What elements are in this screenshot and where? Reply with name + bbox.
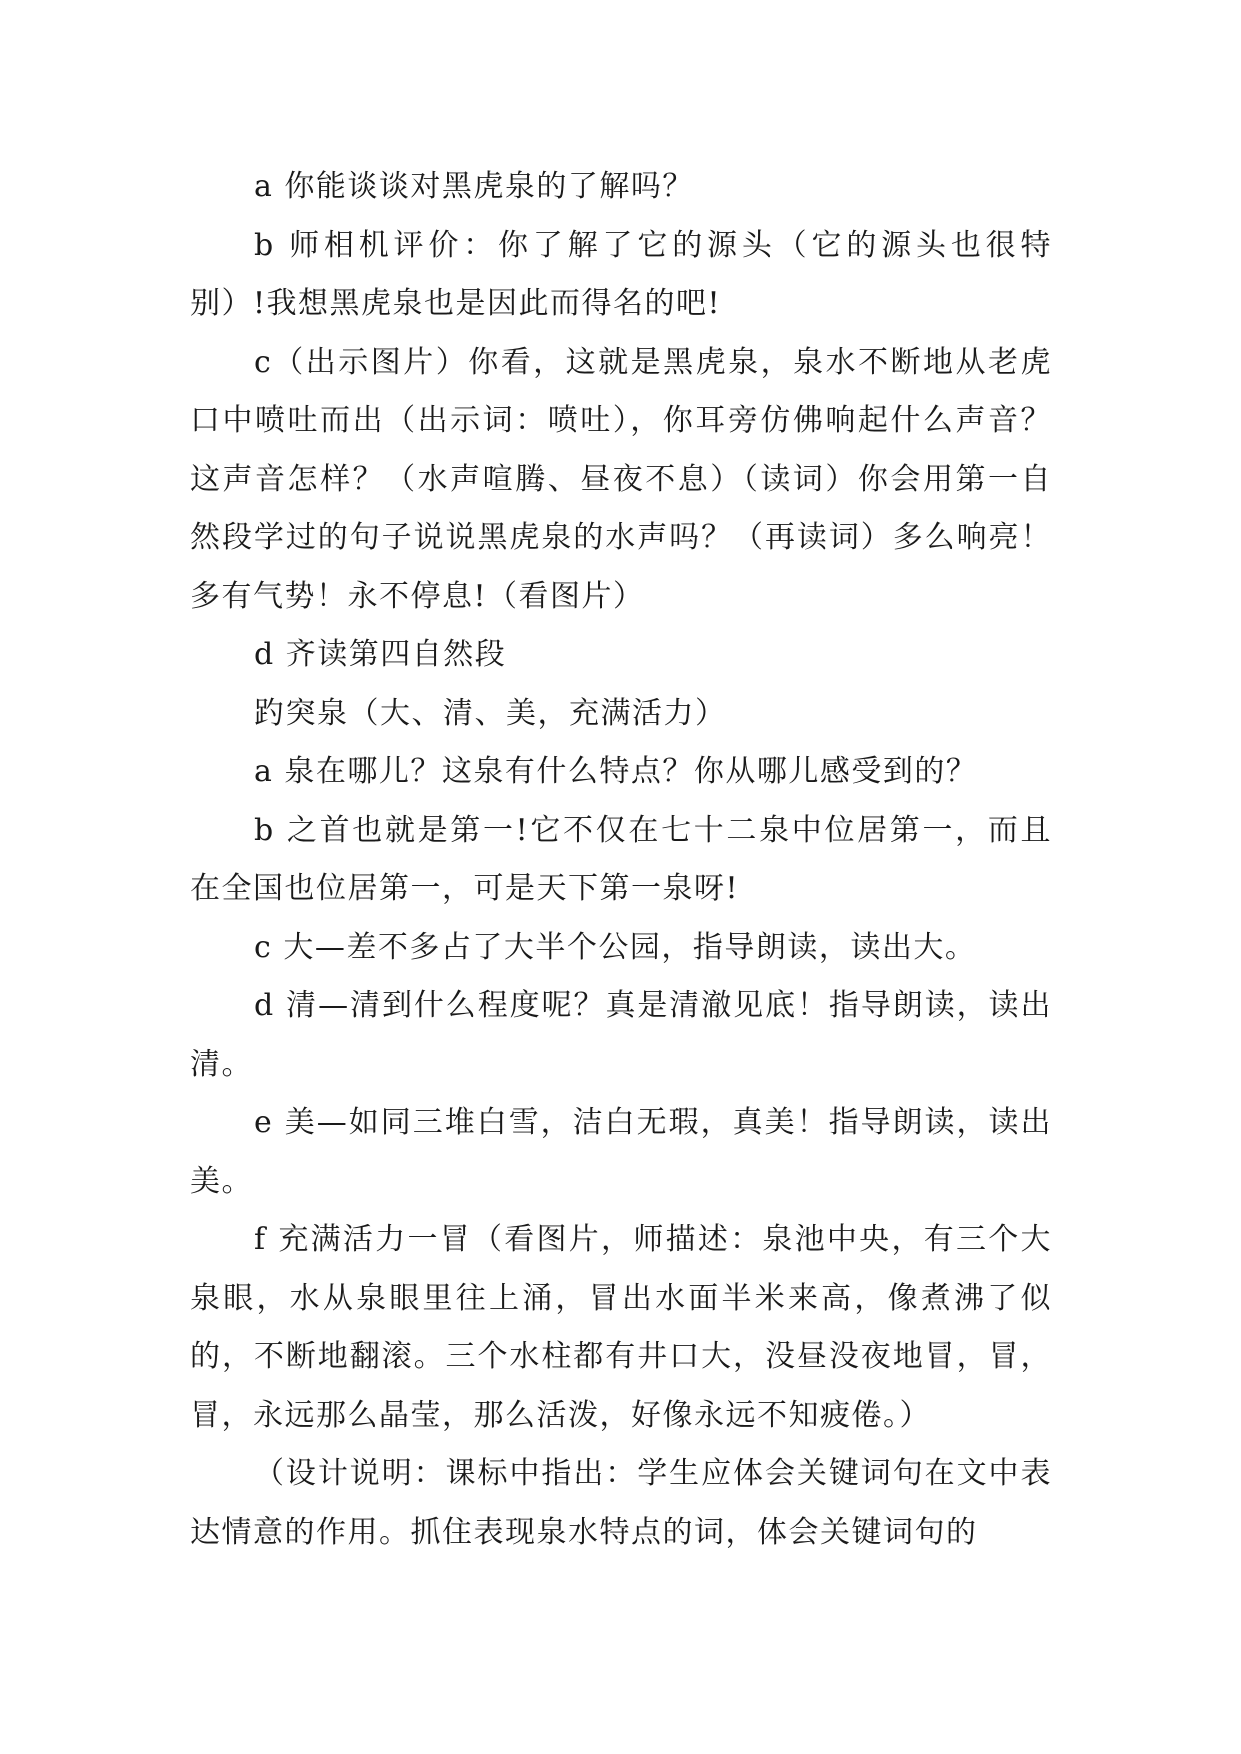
paragraph-heihu-evaluation: b 师相机评价：你了解了它的源头（它的源头也很特别）!我想黑虎泉也是因此而得名的吧! [190, 227, 1052, 321]
paragraph-heihu-picture: c（出示图片）你看，这就是黑虎泉，泉水不断地从老虎口中喷吐而出（出示词：喷吐），你耳旁仿佛响起什么声音？这声音怎样？（水声喧腾、昼夜不息）（读词）你会用第一自然段学过的句子说说黑虎泉的水声吗？（再读词）多么响亮！多有气势！永不停息!（看图片） [190, 344, 1052, 614]
paragraph-baotu-clear: d 清—清到什么程度呢？真是清澈见底！指导朗读，读出清。 [190, 988, 1052, 1082]
paragraph-baotu-question: a 泉在哪儿？这泉有什么特点？你从哪儿感受到的？ [254, 754, 978, 789]
paragraph-baotu-big: c 大—差不多占了大半个公园，指导朗读，读出大。 [254, 929, 977, 965]
paragraph-read-fourth: d 齐读第四自然段 [254, 637, 507, 672]
paragraph-baotu-beautiful: e 美—如同三堆白雪，洁白无瑕，真美！指导朗读，读出美。 [190, 1105, 1052, 1199]
document-body [190, 158, 1052, 1562]
paragraph-heihu-question: a 你能谈谈对黑虎泉的了解吗？ [254, 169, 694, 204]
paragraph-baotu-heading: 趵突泉（大、清、美，充满活力） [254, 695, 727, 731]
paragraph-baotu-first: b 之首也就是第一!它不仅在七十二泉中位居第一，而且在全国也位居第一，可是天下第一泉呀! [190, 812, 1052, 906]
paragraph-baotu-vitality: f 充满活力一冒（看图片，师描述：泉池中央，有三个大泉眼，水从泉眼里往上涌，冒出水面半米来高，像煮沸了似的，不断地翻滚。三个水柱都有井口大，没昼没夜地冒，冒，冒，永远那么晶莹，那么活泼，好像永远不知疲倦。） [190, 1222, 1052, 1433]
paragraph-design-note: （设计说明：课标中指出：学生应体会关键词句在文中表达情意的作用。抓住表现泉水特点的词，体会关键词句的 [190, 1456, 1052, 1550]
